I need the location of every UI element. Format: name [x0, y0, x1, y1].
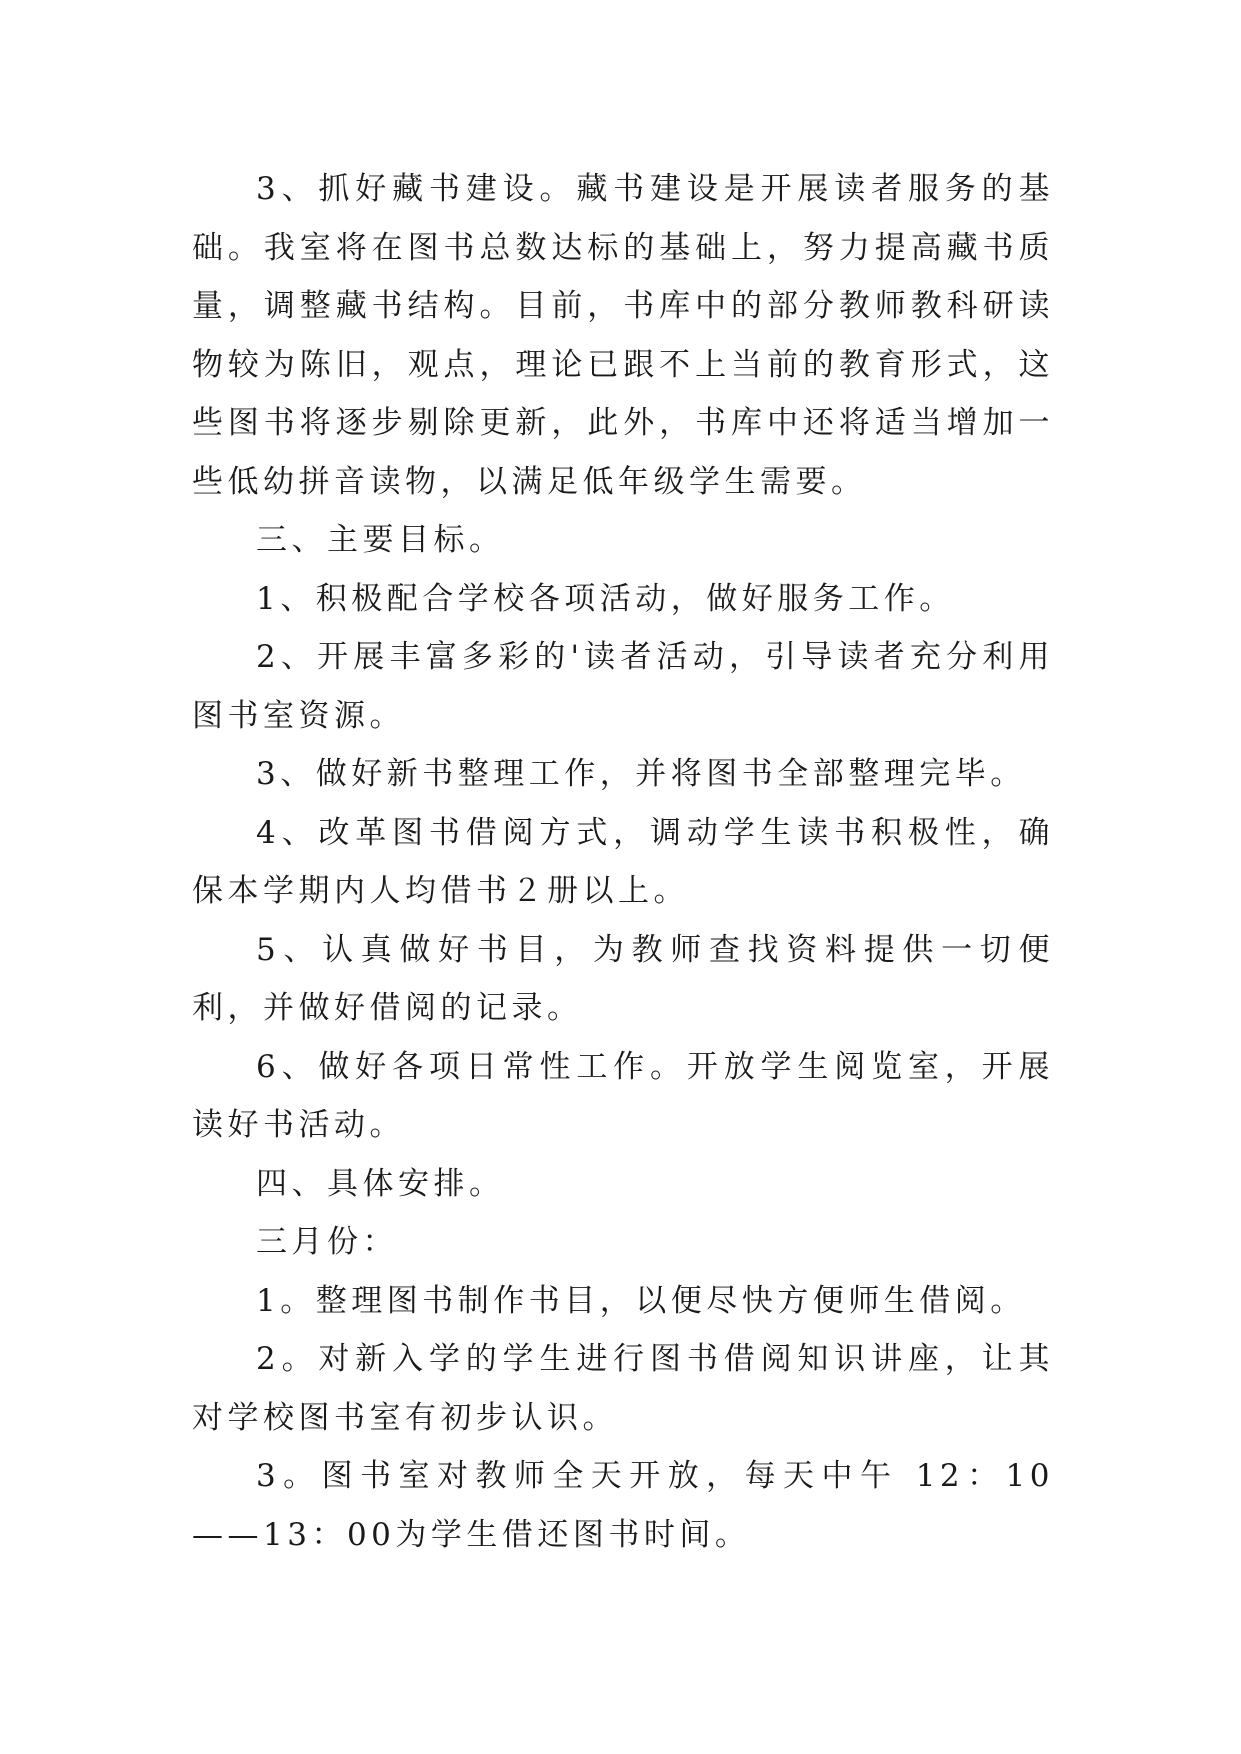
- march-item-2: 2。对新入学的学生进行图书借阅知识讲座，让其对学校图书室有初步认识。: [192, 1341, 1054, 1436]
- march-item-3: 3。图书室对教师全天开放，每天中午 12：10——13：00为学生借还图书时间。: [192, 1458, 1054, 1553]
- goal-item-5: 5、认真做好书目，为教师查找资料提供一切便利，并做好借阅的记录。: [192, 931, 1054, 1026]
- march-item-1: 1。整理图书制作书目，以便尽快方便师生借阅。: [256, 1282, 1026, 1319]
- goal-item-4: 4、改革图书借阅方式，调动学生读书积极性，确保本学期内人均借书２册以上。: [192, 814, 1054, 909]
- paragraph-collection-building: 3、抓好藏书建设。藏书建设是开展读者服务的基础。我室将在图书总数达标的基础上，努力提高藏书质量，调整藏书结构。目前，书库中的部分教师教科研读物较为陈旧，观点，理论已跟不上当前的教育形式，这些图书将逐步剔除更新，此外，书库中还将适当增加一些低幼拼音读物，以满足低年级学生需要。: [192, 171, 1054, 500]
- section-heading-main-goals: 三、主要目标。: [256, 522, 505, 558]
- month-heading-march: 三月份：: [256, 1224, 398, 1260]
- goal-item-2: 2、开展丰富多彩的'读者活动，引导读者充分利用图书室资源。: [192, 639, 1054, 734]
- section-heading-arrangements: 四、具体安排。: [256, 1165, 505, 1202]
- goal-item-3: 3、做好新书整理工作，并将图书全部整理完毕。: [256, 756, 1026, 792]
- goal-item-1: 1、积极配合学校各项活动，做好服务工作。: [256, 580, 955, 617]
- goal-item-6: 6、做好各项日常性工作。开放学生阅览室，开展读好书活动。: [192, 1048, 1054, 1143]
- document-page: [192, 160, 1054, 1564]
